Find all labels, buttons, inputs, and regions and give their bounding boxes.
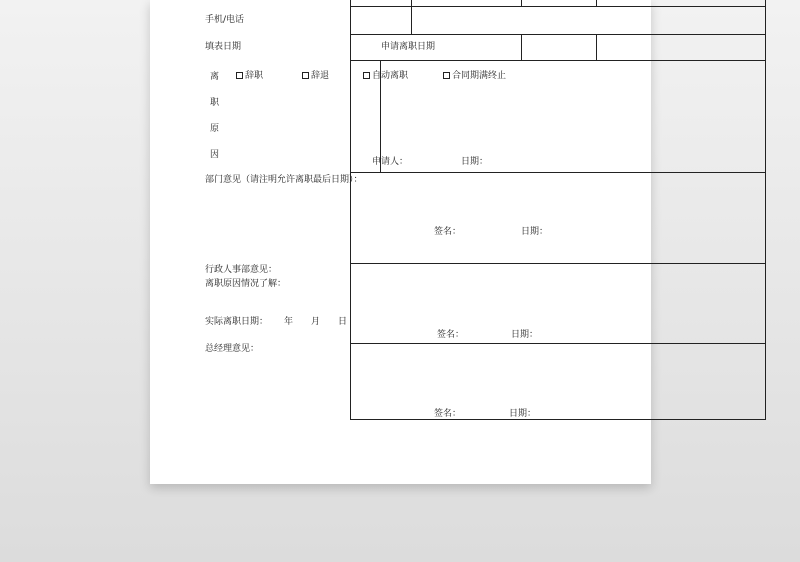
- gm-date-label: 日期：: [509, 409, 537, 419]
- resignation-form-table: [350, 0, 766, 420]
- gm-sign-label: 签名：: [434, 409, 462, 419]
- row-divider: [351, 172, 765, 173]
- option-dismissed[interactable]: [302, 72, 329, 81]
- row-divider: [351, 343, 765, 344]
- actual-leave-date-label: 实际离职日期：: [205, 317, 269, 327]
- dept-sign-label: 签名：: [434, 227, 462, 237]
- dept-opinion-label: 部门意见（请注明允许离职最后日期）：: [205, 175, 363, 185]
- reason-date-label: 日期：: [461, 157, 489, 167]
- column-divider: [411, 0, 412, 34]
- option-resign[interactable]: [236, 72, 263, 81]
- checkbox-icon[interactable]: [363, 72, 370, 79]
- hr-sign-label: 签名：: [437, 330, 465, 340]
- option-contract-expiry[interactable]: [443, 72, 506, 81]
- hr-opinion-title: 行政人事部意见：: [205, 265, 278, 275]
- column-divider: [521, 34, 522, 60]
- option-voluntary-leave[interactable]: [363, 72, 408, 81]
- year-label: 年: [284, 317, 294, 327]
- row-divider: [351, 60, 765, 61]
- reason-side-char: 因: [210, 150, 220, 160]
- option-label: 辞退: [311, 71, 330, 81]
- reason-side-char: 职: [210, 98, 220, 108]
- option-label: 合同期满终止: [452, 71, 507, 81]
- hr-date-label: 日期：: [511, 330, 539, 340]
- reason-side-char: 原: [210, 124, 220, 134]
- column-divider: [596, 34, 597, 60]
- column-divider: [521, 0, 522, 6]
- day-label: 日: [338, 317, 348, 327]
- apply-date-label: 申请离职日期: [381, 42, 436, 52]
- row-divider: [351, 34, 765, 35]
- dept-date-label: 日期：: [521, 227, 549, 237]
- checkbox-icon[interactable]: [302, 72, 309, 79]
- phone-label: 手机/电话: [205, 15, 245, 25]
- reason-side-char: 离: [210, 72, 220, 82]
- checkbox-icon[interactable]: [236, 72, 243, 79]
- column-divider: [596, 0, 597, 6]
- applicant-label: 申请人：: [372, 157, 409, 167]
- row-divider: [351, 6, 765, 7]
- checkbox-icon[interactable]: [443, 72, 450, 79]
- option-label: 自动离职: [372, 71, 409, 81]
- fill-date-label: 填表日期: [205, 42, 242, 52]
- gm-opinion-label: 总经理意见：: [205, 344, 260, 354]
- month-label: 月: [311, 317, 321, 327]
- hr-reason-subtitle: 离职原因情况了解：: [205, 279, 287, 289]
- option-label: 辞职: [245, 71, 264, 81]
- row-divider: [351, 263, 765, 264]
